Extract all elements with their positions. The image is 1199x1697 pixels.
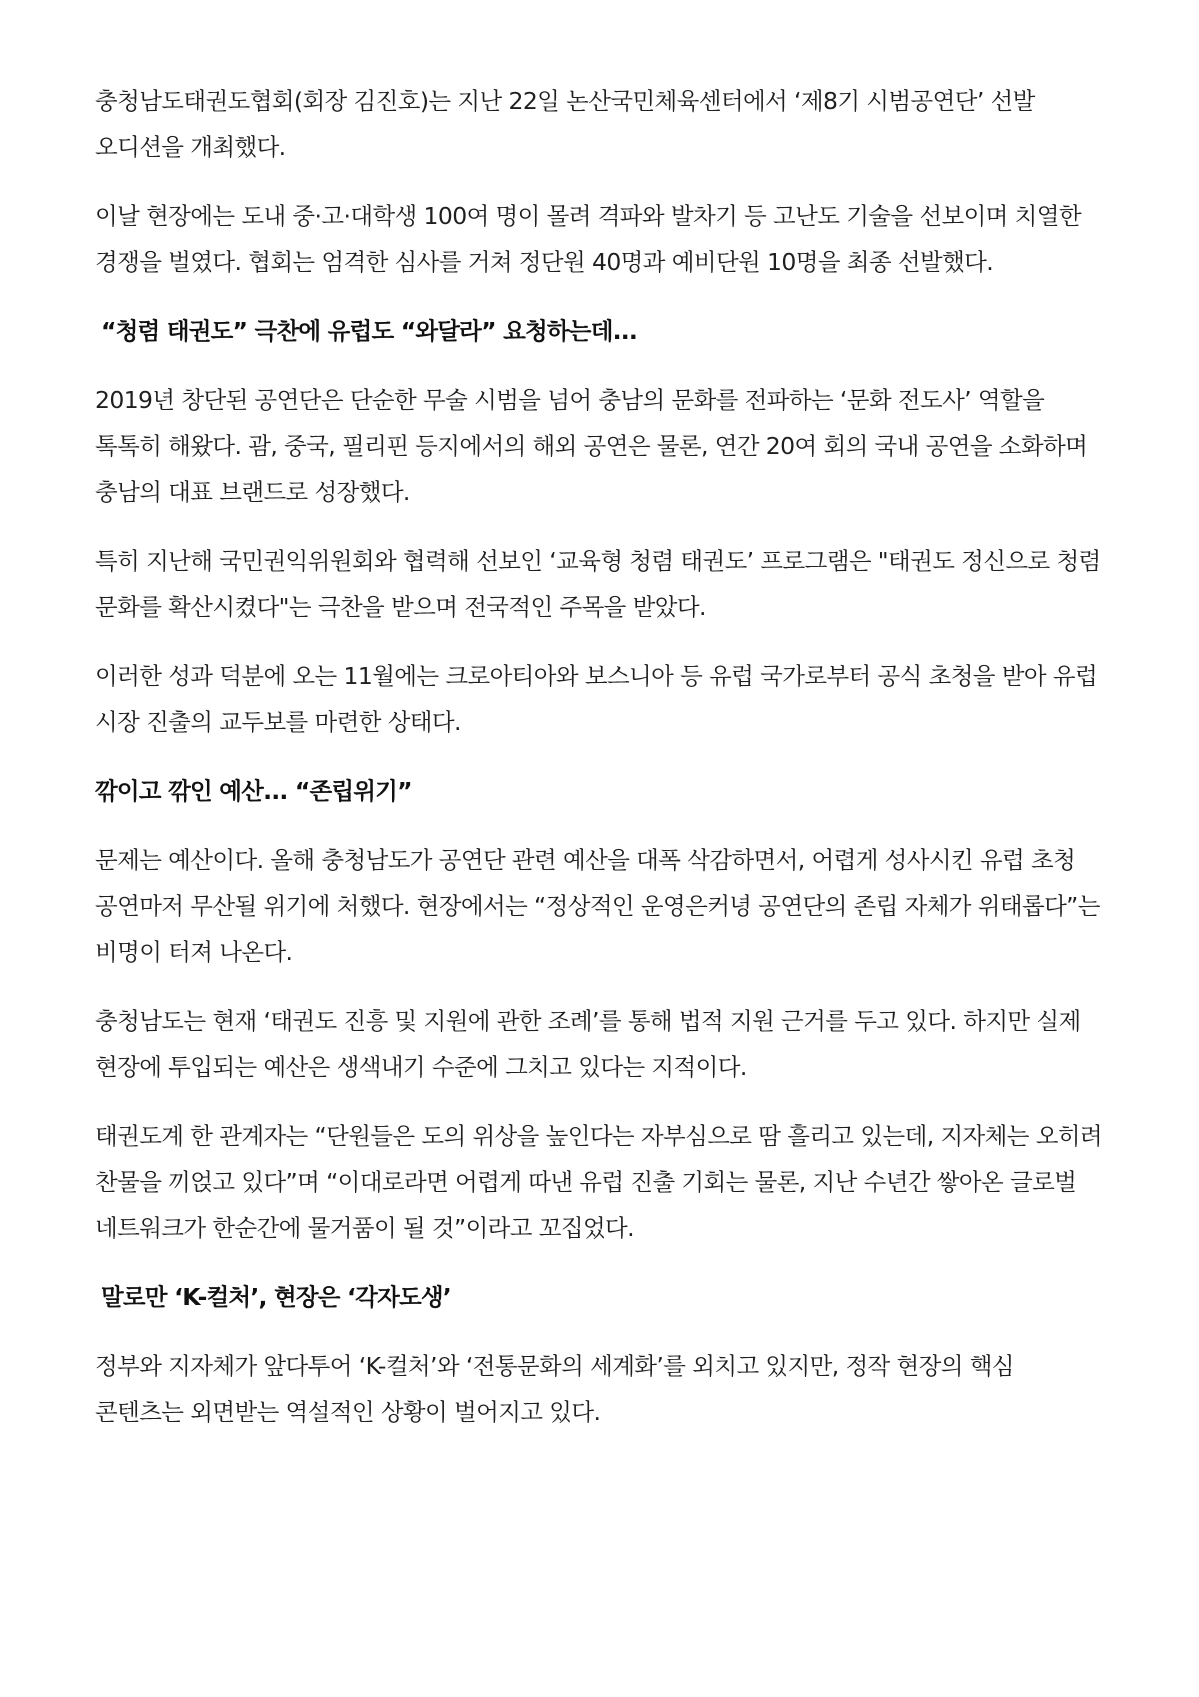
section-heading-2: 깎이고 깎인 예산... “존립위기” [95, 777, 412, 805]
section-heading-1: “청렴 태권도” 극찬에 유럽도 “와달라” 요청하는데... [101, 317, 637, 345]
section-heading-3: 말로만 ‘K-컬처’, 현장은 ‘각자도생’ [101, 1283, 451, 1311]
paragraph-intro-1: 충청남도태권도협회(회장 김진호)는 지난 22일 논산국민체육센터에서 ‘제8기 시범공연단’ 선발 오디션을 개최했다. [95, 87, 1035, 161]
article-body [95, 78, 1105, 1458]
paragraph-section2-3: 태권도계 한 관계자는 “단원들은 도의 위상을 높인다는 자부심으로 땀 흘리고 있는데, 지자체는 오히려 찬물을 끼얹고 있다”며 “이대로라면 어렵게 따낸 유럽 진출 기회는 물론, 지난 수년간 쌓아온 글로벌 네트워크가 한순간에 물거품이 될 것”이라고 꼬집었다. [95, 1122, 1103, 1242]
paragraph-section1-3: 이러한 성과 덕분에 오는 11월에는 크로아티아와 보스니아 등 유럽 국가로부터 공식 초청을 받아 유럽 시장 진출의 교두보를 마련한 상태다. [95, 662, 1098, 736]
paragraph-section1-2: 특히 지난해 국민권익위원회와 협력해 선보인 ‘교육형 청렴 태권도’ 프로그램은 "태권도 정신으로 청렴 문화를 확산시켰다"는 극찬을 받으며 전국적인 주목을 받았다. [95, 547, 1101, 621]
paragraph-section3-1: 정부와 지자체가 앞다투어 ‘K-컬처’와 ‘전통문화의 세계화’를 외치고 있지만, 정작 현장의 핵심 콘텐츠는 외면받는 역설적인 상황이 벌어지고 있다. [95, 1352, 1014, 1426]
paragraph-section2-2: 충청남도는 현재 ‘태권도 진흥 및 지원에 관한 조례’를 통해 법적 지원 근거를 두고 있다. 하지만 실제 현장에 투입되는 예산은 생색내기 수준에 그치고 있다는 지적이다. [95, 1007, 1081, 1081]
paragraph-section2-1: 문제는 예산이다. 올해 충청남도가 공연단 관련 예산을 대폭 삭감하면서, 어렵게 성사시킨 유럽 초청 공연마저 무산될 위기에 처했다. 현장에서는 “정상적인 운영은커녕 공연단의 존립 자체가 위태롭다”는 비명이 터져 나온다. [95, 846, 1100, 966]
paragraph-intro-2: 이날 현장에는 도내 중·고·대학생 100여 명이 몰려 격파와 발차기 등 고난도 기술을 선보이며 치열한 경쟁을 벌였다. 협회는 엄격한 심사를 거쳐 정단원 40명과 예비단원 10명을 최종 선발했다. [95, 202, 1081, 276]
paragraph-section1-1: 2019년 창단된 공연단은 단순한 무술 시범을 넘어 충남의 문화를 전파하는 ‘문화 전도사’ 역할을 톡톡히 해왔다. 괌, 중국, 필리핀 등지에서의 해외 공연은 물론, 연간 20여 회의 국내 공연을 소화하며 충남의 대표 브랜드로 성장했다. [95, 386, 1088, 506]
